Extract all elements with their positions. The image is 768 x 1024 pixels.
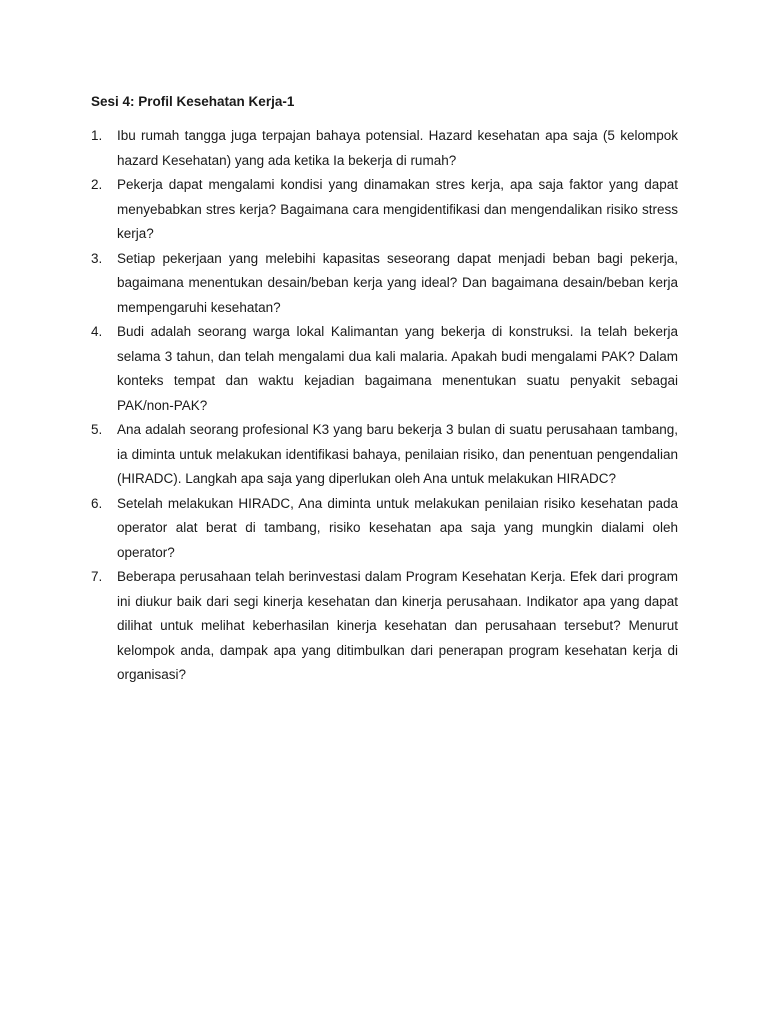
question-item-7	[91, 565, 678, 688]
question-item-5	[91, 418, 678, 492]
question-number: 2.	[91, 177, 103, 192]
question-list	[91, 124, 678, 688]
question-item-3	[91, 247, 678, 321]
question-text: Setelah melakukan HIRADC, Ana diminta untuk melakukan penilaian risiko kesehatan pada operator alat berat di tambang, risiko kesehatan apa saja yang mungkin dialami oleh operator?	[117, 495, 678, 560]
question-text: Beberapa perusahaan telah berinvestasi dalam Program Kesehatan Kerja. Efek dari program ini diukur baik dari segi kinerja kesehatan dan kinerja perusahaan. Indikator apa yang dapat dilihat untuk melihat keberhasilan kinerja kesehatan dan perusahaan tersebut? Menurut kelompok anda, dampak apa yang ditimbulkan dari penerapan program kesehatan kerja di organisasi?	[117, 569, 678, 682]
question-number: 7.	[91, 569, 103, 584]
question-number: 6.	[91, 495, 103, 511]
question-text: Ibu rumah tangga juga terpajan bahaya potensial. Hazard kesehatan apa saja (5 kelompok hazard Kesehatan) yang ada ketika Ia bekerja di rumah?	[117, 128, 678, 168]
question-text: Ana adalah seorang profesional K3 yang baru bekerja 3 bulan di suatu perusahaan tambang, ia diminta untuk melakukan identifikasi bahaya, penilaian risiko, dan penentuan pengendalian (HIRADC). Langkah apa saja yang diperlukan oleh Ana untuk melakukan HIRADC?	[117, 422, 678, 486]
question-item-4	[91, 320, 678, 418]
question-number: 1.	[91, 128, 103, 143]
question-number: 5.	[91, 422, 103, 437]
question-text: Pekerja dapat mengalami kondisi yang dinamakan stres kerja, apa saja faktor yang dapat menyebabkan stres kerja? Bagaimana cara mengidentifikasi dan mengendalikan risiko stress kerja?	[117, 177, 678, 241]
question-item-6	[91, 492, 678, 566]
question-text: Budi adalah seorang warga lokal Kalimantan yang bekerja di konstruksi. Ia telah bekerja selama 3 tahun, dan telah mengalami dua kali malaria. Apakah budi mengalami PAK? Dalam konteks tempat dan waktu kejadian bagaimana menentukan suatu penyakit sebagai PAK/non-PAK?	[117, 324, 678, 413]
question-number: 4.	[91, 324, 103, 339]
document-title: Sesi 4: Profil Kesehatan Kerja-1	[91, 94, 295, 109]
question-number: 3.	[91, 250, 103, 266]
question-item-1	[91, 124, 678, 173]
question-text: Setiap pekerjaan yang melebihi kapasitas seseorang dapat menjadi beban bagi pekerja, bagaimana menentukan desain/beban kerja yang ideal? Dan bagaimana desain/beban kerja mempengaruhi kesehatan?	[117, 250, 678, 315]
question-item-2	[91, 173, 678, 247]
